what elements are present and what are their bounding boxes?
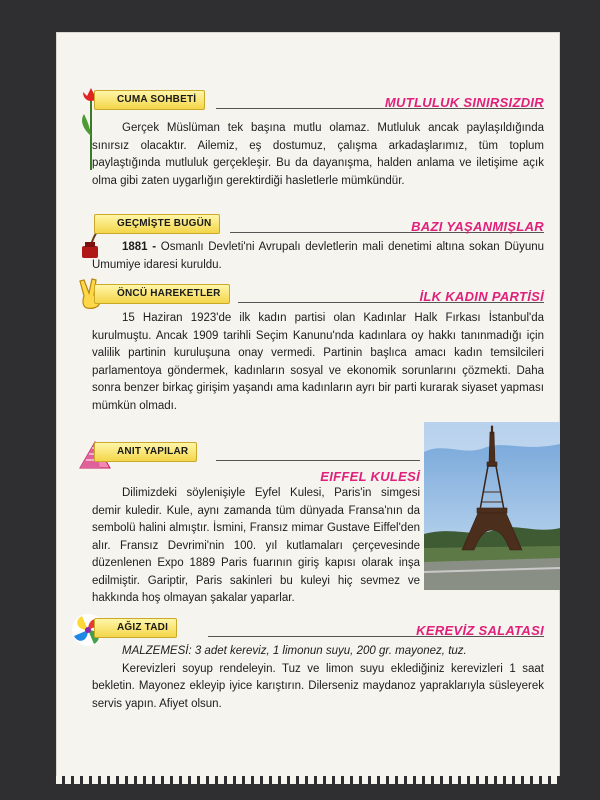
section-heading-oncu: İLK KADIN PARTİSİ [419, 289, 544, 304]
section-body-oncu [92, 310, 544, 415]
section-rule [216, 460, 420, 461]
section-tag-oncu: ÖNCÜ HAREKETLER [94, 284, 230, 304]
section-heading-gecmis: BAZI YAŞANMIŞLAR [411, 219, 544, 234]
section-heading-anit: EIFFEL KULESİ [320, 469, 420, 484]
section-body-gecmis [92, 239, 544, 274]
history-year: 1881 - [122, 241, 157, 253]
section-tag-gecmis: GEÇMİŞTE BUGÜN [94, 214, 220, 234]
section-body-anit [92, 468, 420, 608]
paragraph: Kerevizleri soyup rendeleyin. Tuz ve limon suyu eklediğiniz kerevizleri 1 saat bekletin. Mayonez ekleyip iyice karıştırın. Dilerseniz maydanoz yapraklarıyla süsleyerek servis yapın. Afiyet olsun. [92, 662, 544, 710]
paragraph: Gerçek Müslüman tek başına mutlu olamaz. Mutluluk ancak paylaşıldığında sınırsız olacaktır. Ailemiz, eş dostumuz, çalışma arkadaşlarımız, tüm toplum paylaştığında mutluluk gerçekleşir. Bu da dayanışma, halden anlama ve iletişime açık olma gibi zaten uygarlığın gerektirdiği hasletlerle mümkündür. [92, 122, 544, 187]
section-body-cuma [92, 120, 544, 190]
ingredients: MALZEMESİ: 3 adet kereviz, 1 limonun suyu, 200 gr. mayonez, tuz. [122, 645, 467, 657]
newspaper-page [56, 32, 560, 778]
paragraph: Osmanlı Devleti'ni Avrupalı devletlerin mali denetimi altına sokan Düyunu Umumiye idaresi kuruldu. [92, 241, 545, 271]
section-heading-agiz: KEREVİZ SALATASI [416, 623, 544, 638]
section-body-agiz [92, 643, 544, 713]
paragraph: Dilimizdeki söylenişiyle Eyfel Kulesi, Paris'in simgesi demir kuledir. Kule, aynı zamanda tüm dünyada Fransa'nın da sembolü halini almıştır. İsmini, Fransız mimar Gustave Eiffel'den alır. Fransız Devrimi'nin 100. yıl kutlamaları çerçevesinde düzenlenen Expo 1889 Paris fuarının giriş kapısı olarak inşa edilmiştir. Gariptir, Paris sakinleri bu kuleyi hiç sevmez ve hakkında hoş olmayan şakalar yaparlar. [92, 487, 420, 604]
section-tag-agiz: AĞIZ TADI [94, 618, 177, 638]
eiffel-tower-photo [424, 422, 560, 590]
paragraph: 15 Haziran 1923'de ilk kadın partisi olan Kadınlar Halk Fırkası İstanbul'da kurulmuştu. Ancak 1909 tarihli Seçim Kanunu'nda kadınlara oy hakkı tanınmadığı için valilik partinin kuruluşuna onay vermedi. Partinin başlıca amacı kadın temsilcileri parlamentoya göndermek, kadınların sosyal ve ekonomik sorunlarını çözmekti. Daha sonra benzer birkaç girişim yaşandı ama kadınların ayrı bir parti kurarak siyaset yapması mümkün olmadı. [92, 312, 544, 412]
section-heading-cuma: MUTLULUK SINIRSIZDIR [384, 95, 544, 110]
section-tag-anit: ANIT YAPILAR [94, 442, 197, 462]
section-tag-cuma: CUMA SOHBETİ [94, 90, 205, 110]
